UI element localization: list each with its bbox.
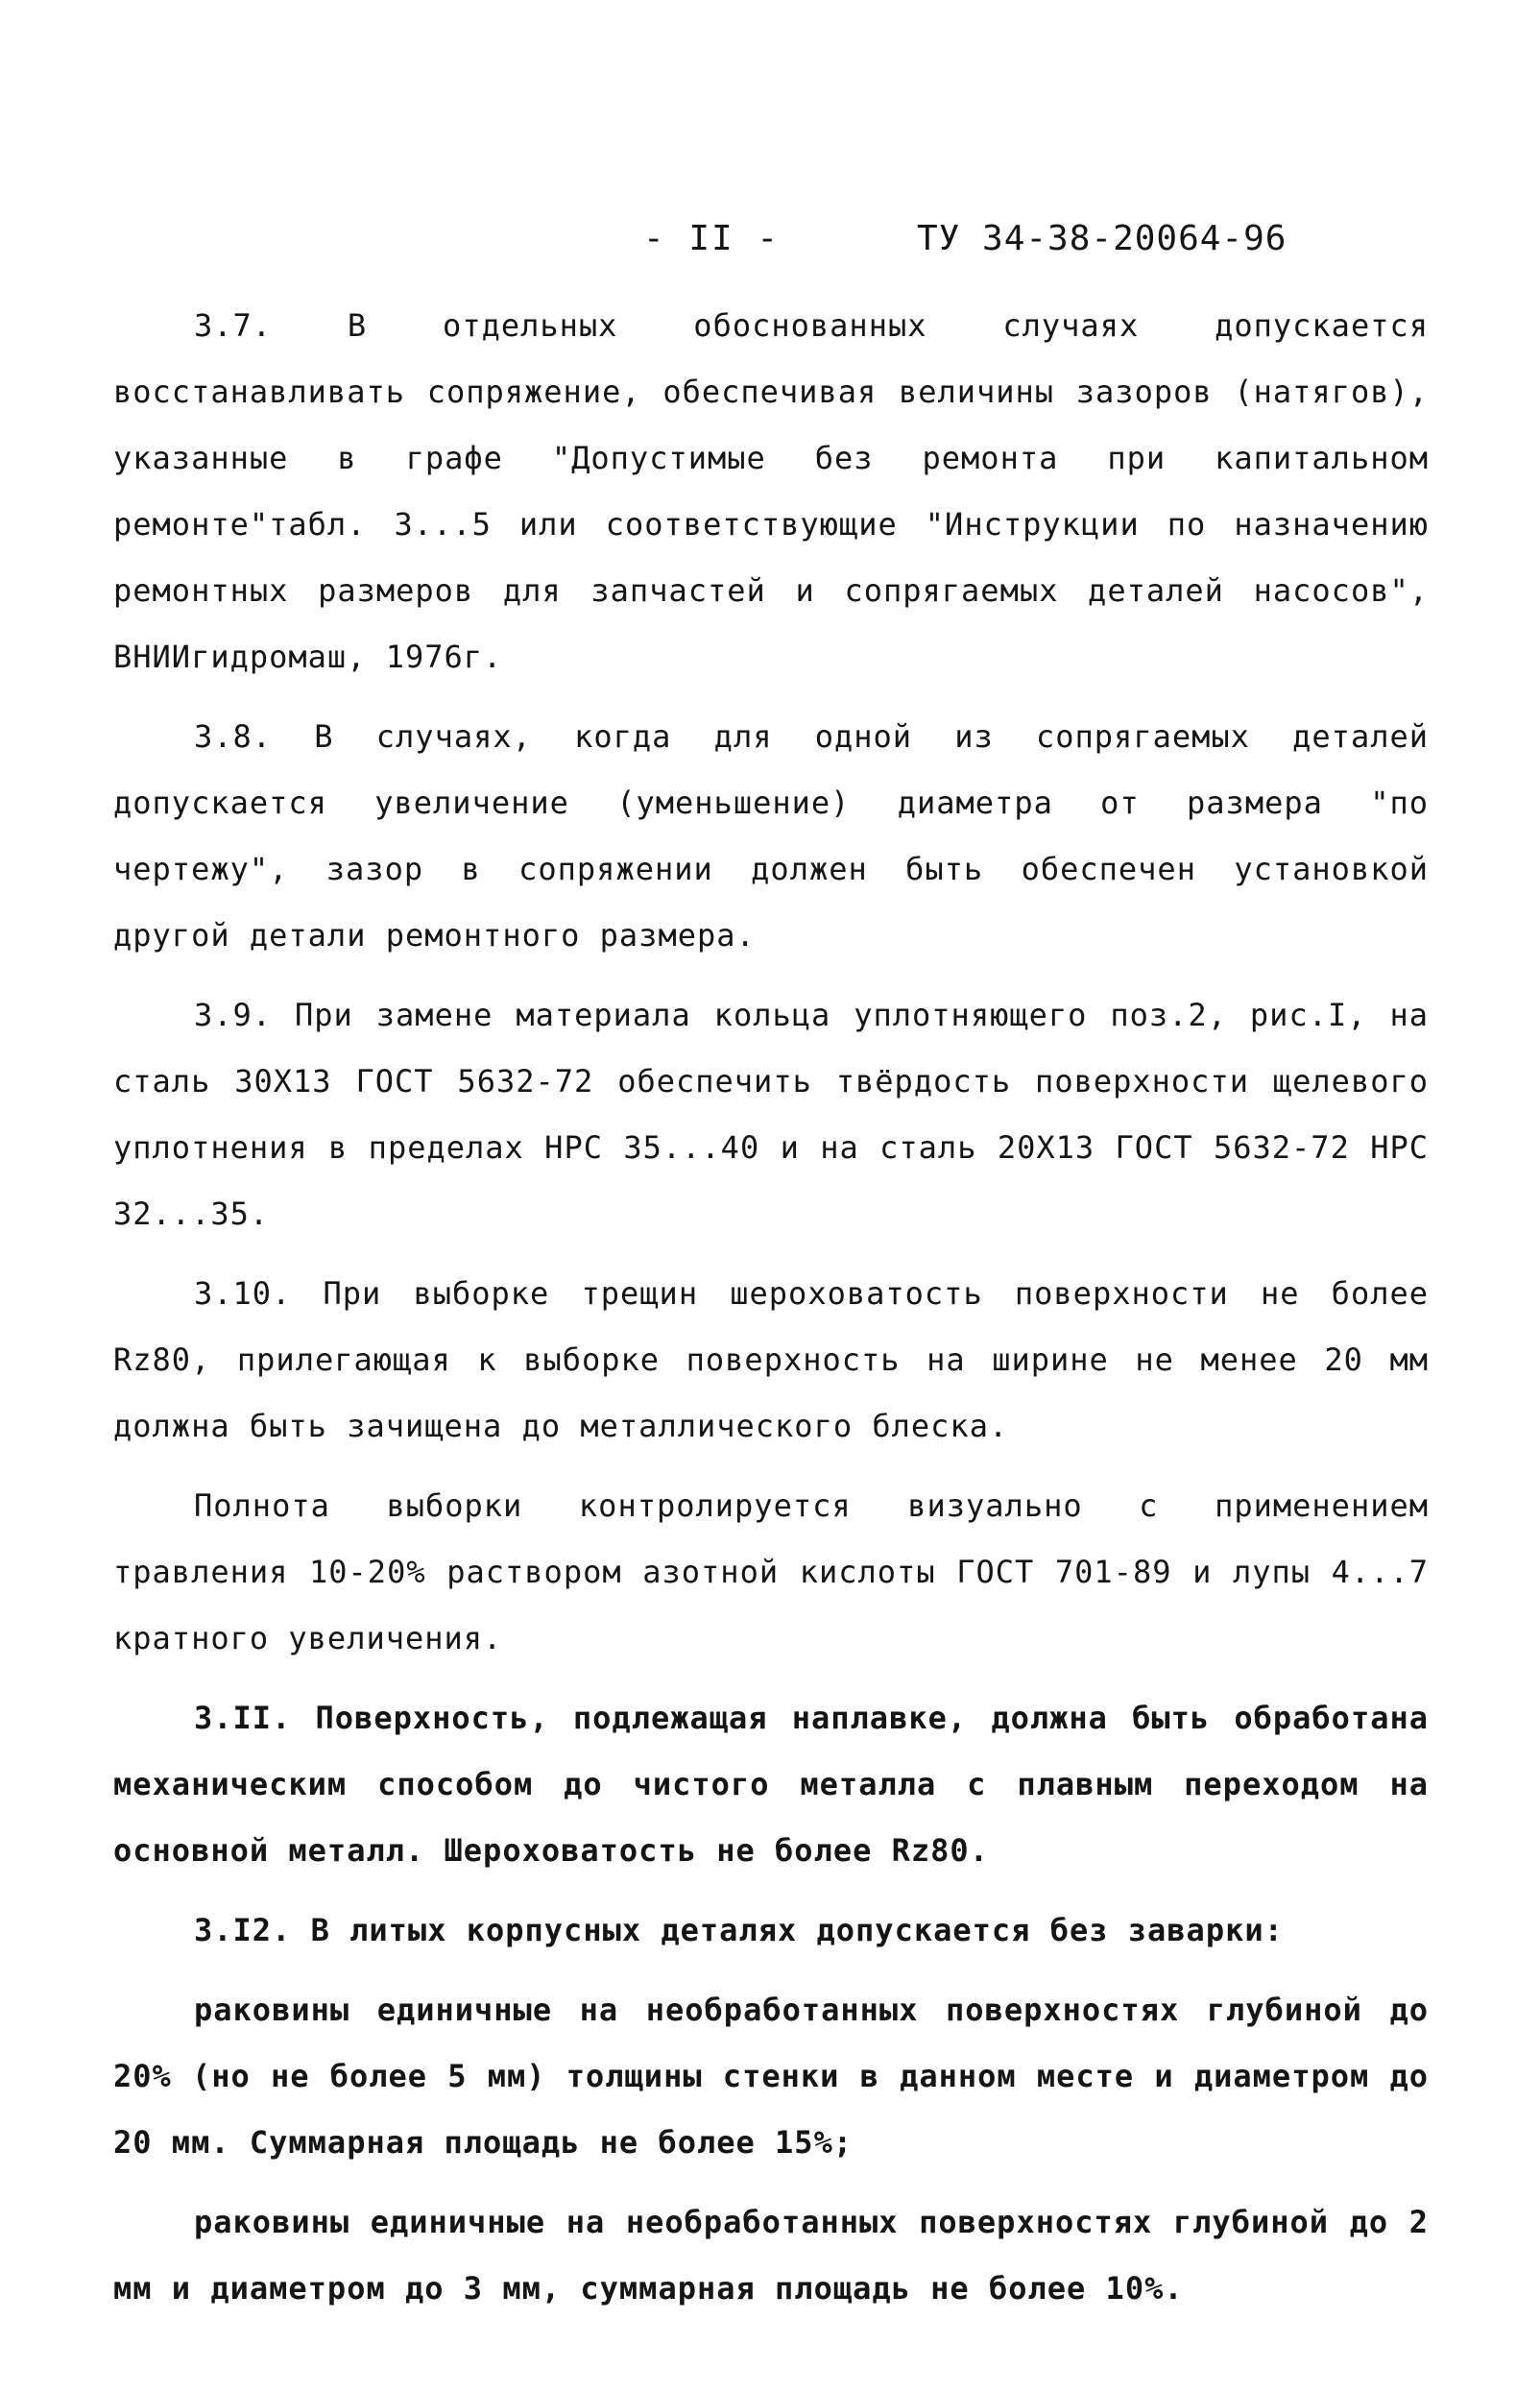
page-header (0, 219, 1540, 277)
paragraph-3-10: 3.10. При выборке трещин шероховатость поверхности не более Rz80, прилегающая к выборке поверхность на ширине не менее 20 мм должна быть зачищена до металлического блеска. (113, 1275, 1429, 1444)
paragraph-3-8: 3.8. В случаях, когда для одной из сопрягаемых деталей допускается увеличение (уменьшение) диаметра от размера "по чертежу", зазор в сопряжении должен быть обеспечен установкой другой детали ремонтного размера. (113, 718, 1429, 954)
list-item-cavities-20-percent: раковины единичные на необработанных поверхностях глубиной до 20% (но не более 5 мм) толщины стенки в данном месте и диаметром до 20 мм. Суммарная площадь не более 15%; (113, 1992, 1429, 2161)
list-item-cavities-2-mm: раковины единичные на необработанных поверхностях глубиной до 2 мм и диаметром до 3 мм, суммарная площадь не более 10%. (113, 2204, 1429, 2307)
paragraph-3-7: 3.7. В отдельных обоснованных случаях допускается восстанавливать сопряжение, обеспечивая величины зазоров (натягов), указанные в графе "Допустимые без ремонта при капитальном ремонте"табл. 3...5 или соответствующие "Инструкции по назначению ремонтных размеров для запчастей и сопрягаемых деталей насосов", ВНИИгидромаш, 1976г. (113, 307, 1429, 675)
page-number: - II - (643, 219, 781, 258)
paragraph-3-11: 3.II. Поверхность, подлежащая наплавке, должна быть обработана механическим способом до чистого металла с плавным переходом на основной металл. Шероховатость не более Rz80. (113, 1700, 1429, 1869)
document-body (113, 293, 1429, 2335)
document-code: ТУ 34-38-20064-96 (917, 219, 1287, 258)
paragraph-etching-control: Полнота выборки контролируется визуально с применением травления 10-20% раствором азотной кислоты ГОСТ 701-89 и лупы 4...7 кратного увеличения. (113, 1487, 1429, 1656)
paragraph-3-9: 3.9. При замене материала кольца уплотняющего поз.2, рис.I, на сталь 30Х13 ГОСТ 5632-72 обеспечить твёрдость поверхности щелевого уплотнения в пределах НРС 35...40 и на сталь 20Х13 ГОСТ 5632-72 НРС 32...35. (113, 997, 1429, 1232)
paragraph-3-12: 3.I2. В литых корпусных деталях допускается без заварки: (194, 1912, 1284, 1948)
